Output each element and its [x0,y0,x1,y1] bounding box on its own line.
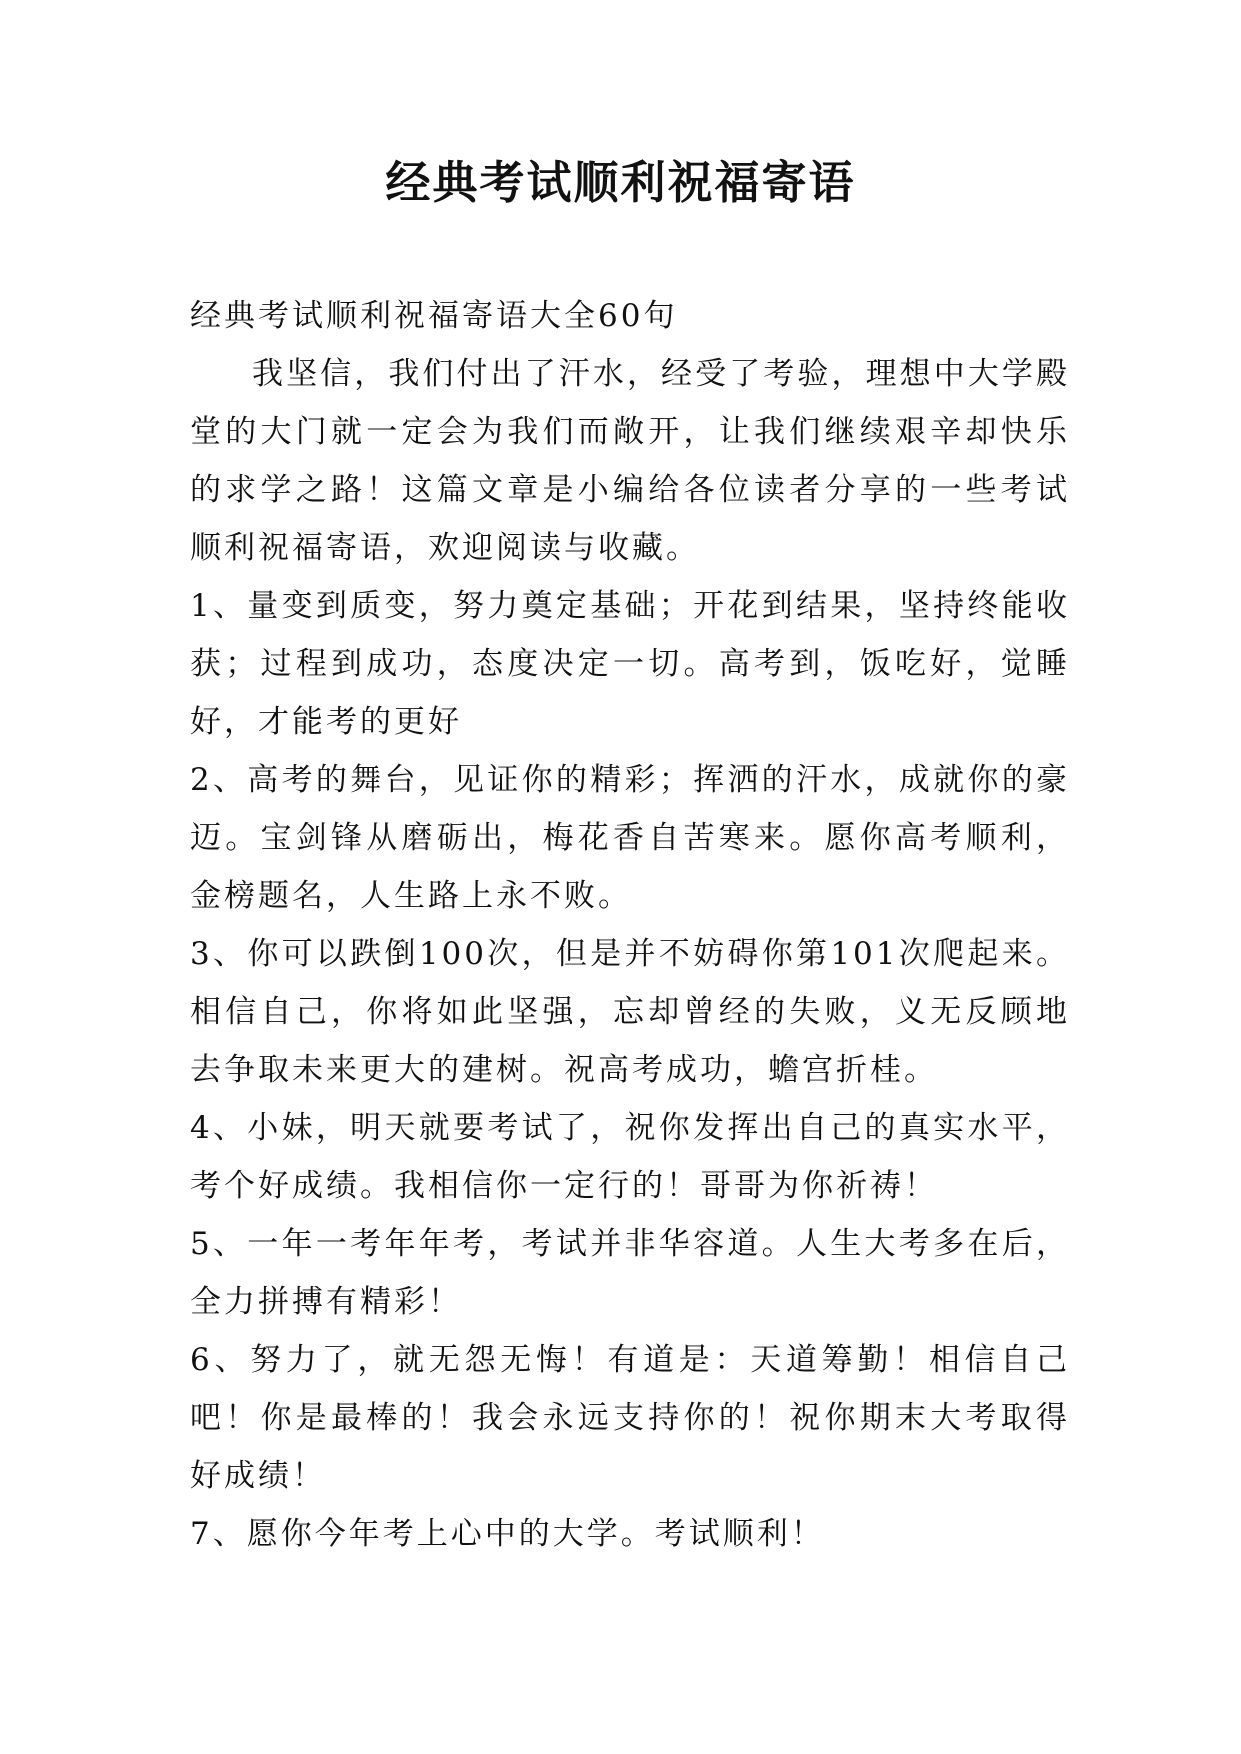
intro-paragraph: 我坚信，我们付出了汗水，经受了考验，理想中大学殿堂的大门就一定会为我们而敞开，让我们继续艰辛却快乐的求学之路！这篇文章是小编给各位读者分享的一些考试顺利祝福寄语，欢迎阅读与收藏。 [190,356,1070,566]
list-item: 1、量变到质变，努力奠定基础；开花到结果，坚持终能收获；过程到成功，态度决定一切。高考到，饭吃好，觉睡好，才能考的更好 [190,588,1070,740]
list-item: 2、高考的舞台，见证你的精彩；挥洒的汗水，成就你的豪迈。宝剑锋从磨砺出，梅花香自苦寒来。愿你高考顺利，金榜题名，人生路上永不败。 [190,762,1070,914]
list-item: 7、愿你今年考上心中的大学。考试顺利！ [190,1516,825,1552]
list-item: 3、你可以跌倒100次，但是并不妨碍你第101次爬起来。相信自己，你将如此坚强，忘却曾经的失败，义无反顾地去争取未来更大的建树。祝高考成功，蟾宫折桂。 [190,936,1070,1088]
list-item: 6、努力了，就无怨无悔！有道是：天道筹勤！相信自己吧！你是最棒的！我会永远支持你的！祝你期末大考取得好成绩！ [190,1342,1070,1494]
document-subtitle: 经典考试顺利祝福寄语大全60句 [190,298,678,334]
list-item: 5、一年一考年年考，考试并非华容道。人生大考多在后，全力拼搏有精彩！ [190,1226,1070,1320]
document-title: 经典考试顺利祝福寄语 [385,156,856,209]
document-body [190,287,1070,1563]
list-item: 4、小妹，明天就要考试了，祝你发挥出自己的真实水平，考个好成绩。我相信你一定行的！哥哥为你祈祷！ [190,1110,1070,1204]
